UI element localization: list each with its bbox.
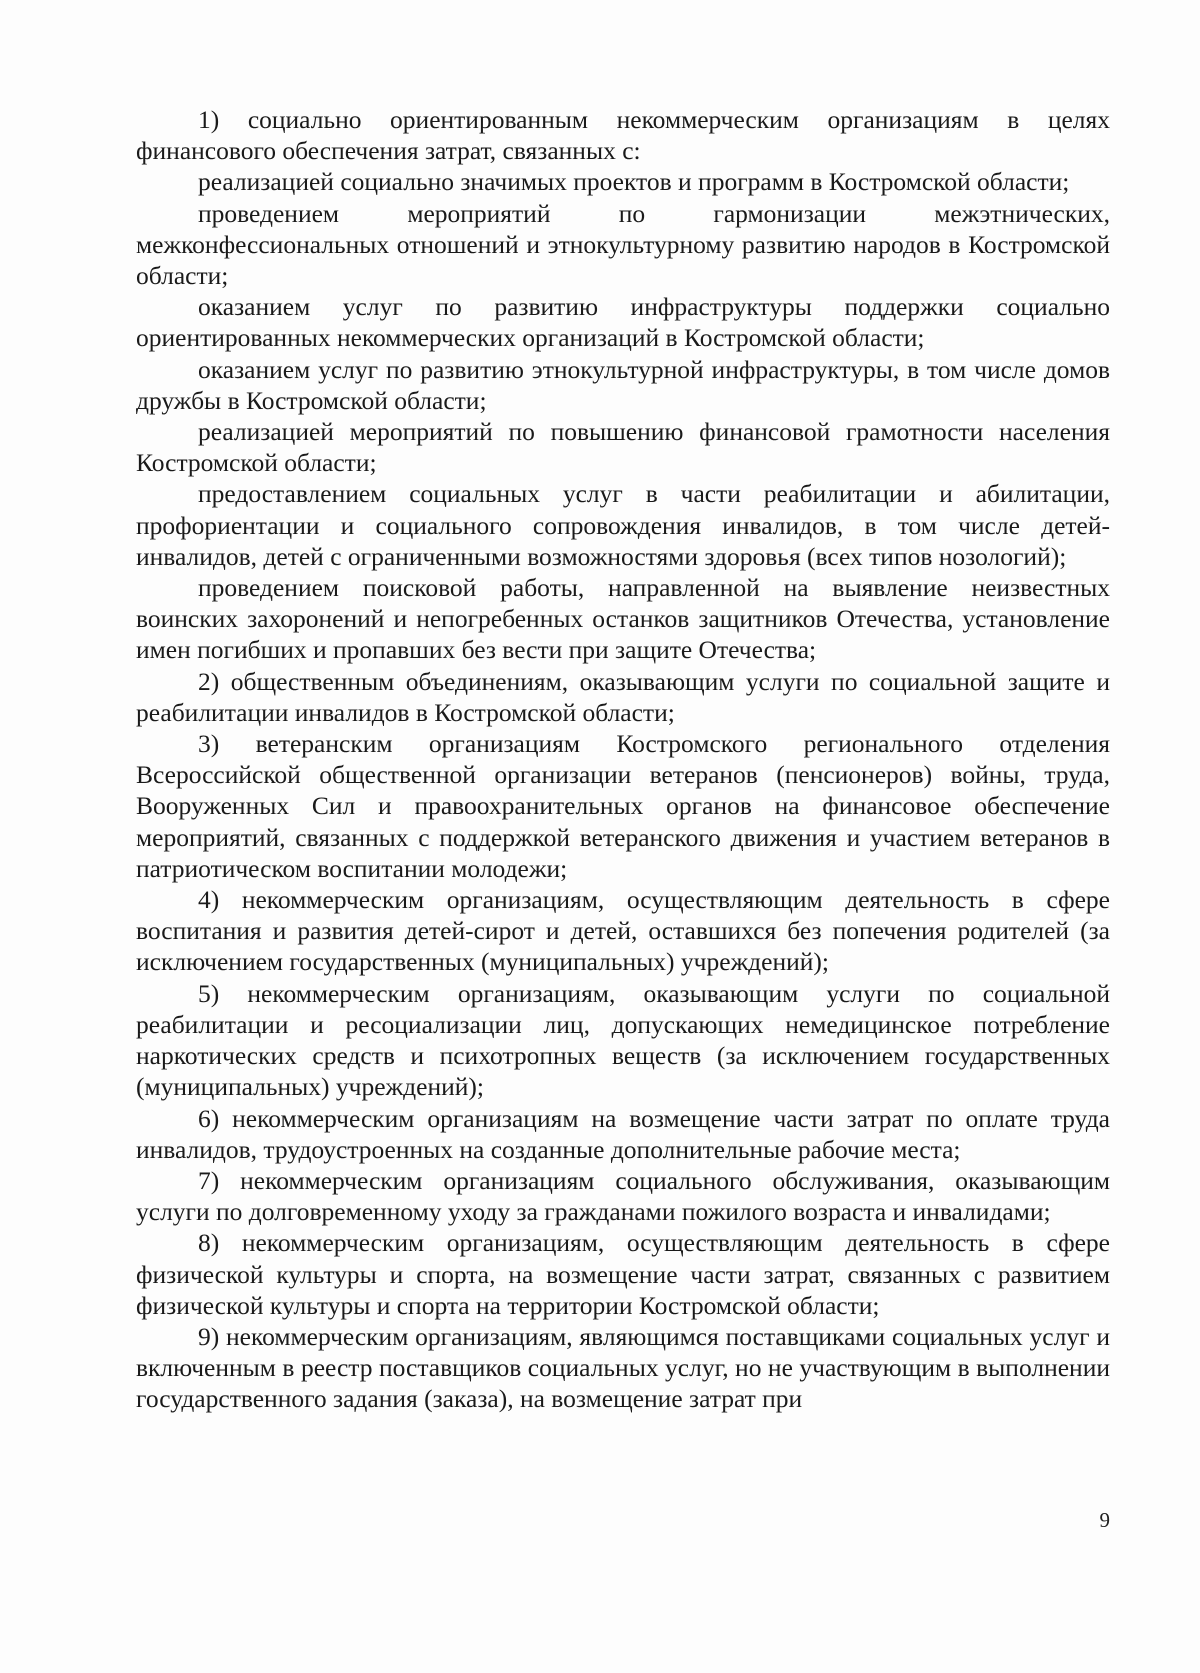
paragraph-item-2-public-associations: 2) общественным объединениям, оказывающим услуги по социальной защите и реабилитации инвалидов в Костромской области; [136,666,1110,727]
paragraph-rehabilitation-services: предоставлением социальных услуг в части реабилитации и абилитации, профориентации и социального сопровождения инвалидов, в том числе детей-инвалидов, детей с ограниченными возможностями здоровья (всех типов нозологий); [136,479,1110,571]
paragraph-item-8-sports: 8) некоммерческим организациям, осуществляющим деятельность в сфере физической культуры и спорта, на возмещение части затрат, связанных с развитием физической культуры и спорта на территории Костромской области; [136,1228,1110,1320]
paragraph-financial-literacy: реализацией мероприятий по повышению финансовой грамотности населения Костромской области; [136,417,1110,478]
paragraph-nko-infrastructure: оказанием услуг по развитию инфраструктуры поддержки социально ориентированных некоммерческих организаций в Костромской области; [136,292,1110,353]
paragraph-item-7-long-term-care: 7) некоммерческим организациям социального обслуживания, оказывающим услуги по долговременному уходу за гражданами пожилого возраста и инвалидами; [136,1165,1110,1227]
paragraph-search-work: проведением поисковой работы, направленной на выявление неизвестных воинских захоронений и непогребенных останков защитников Отечества, установление имен погибших и пропавших без вести при защите Отечества; [136,573,1110,665]
page-number: 9 [1099,1508,1110,1532]
paragraph-item-6-disabled-employment: 6) некоммерческим организациям на возмещение части затрат по оплате труда инвалидов, трудоустроенных на созданные дополнительные рабочие места; [136,1103,1110,1164]
paragraph-interethnic-harmony: проведением мероприятий по гармонизации межэтнических, межконфессиональных отношений и этнокультурному развитию народов в Костромской области; [136,198,1110,291]
document-body [136,104,1110,1415]
paragraph-item-4-orphans: 4) некоммерческим организациям, осуществляющим деятельность в сфере воспитания и развития детей-сирот и детей, оставшихся без попечения родителей (за исключением государственных (муниципальных) учреждений); [136,885,1110,977]
paragraph-social-projects: реализацией социально значимых проектов и программ в Костромской области; [198,167,1070,197]
paragraph-item-1-social-nko: 1) социально ориентированным некоммерческим организациям в целях финансового обеспечения затрат, связанных с: [136,105,1110,166]
paragraph-item-9-social-service-providers: 9) некоммерческим организациям, являющимся поставщиками социальных услуг и включенным в реестр поставщиков социальных услуг, но не участвующим в выполнении государственного задания (заказа), на возмещение затрат при [136,1321,1110,1414]
paragraph-ethnocultural-infrastructure: оказанием услуг по развитию этнокультурной инфраструктуры, в том числе домов дружбы в Костромской области; [136,354,1110,415]
paragraph-item-5-resocialization: 5) некоммерческим организациям, оказывающим услуги по социальной реабилитации и ресоциализации лиц, допускающих немедицинское потребление наркотических средств и психотропных веществ (за исключением государственных (муниципальных) учреждений); [136,978,1110,1102]
paragraph-item-3-veteran-organizations: 3) ветеранским организациям Костромского регионального отделения Всероссийской общественной организации ветеранов (пенсионеров) войны, труда, Вооруженных Сил и правоохранительных органов на финансовое обеспечение мероприятий, связанных с поддержкой ветеранского движения и участием ветеранов в патриотическом воспитании молодежи; [136,729,1110,883]
